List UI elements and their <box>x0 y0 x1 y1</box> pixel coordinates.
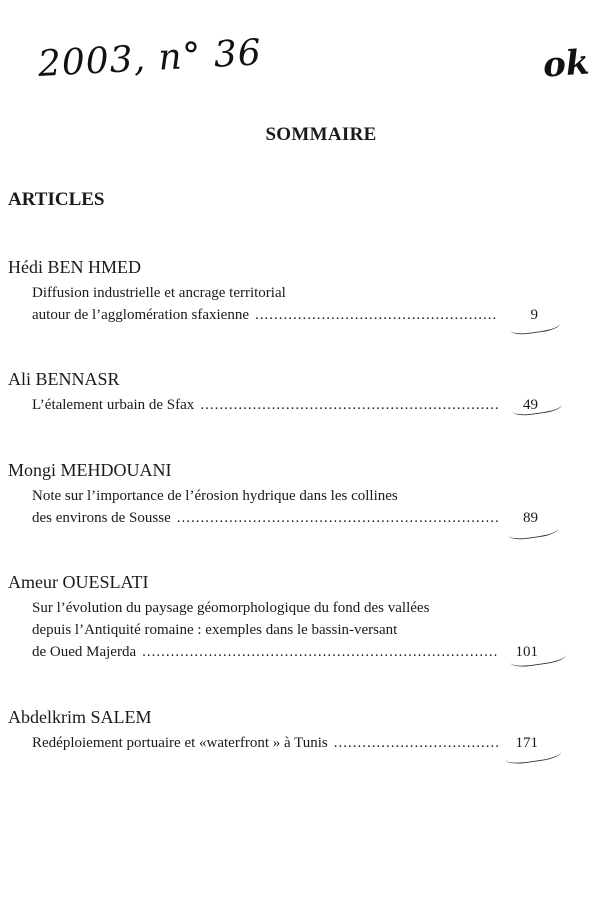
entry-title-line <box>32 485 538 507</box>
entry-title-line <box>32 507 538 529</box>
toc-entry <box>8 257 538 326</box>
entry-title-text: L’étalement urbain de Sfax <box>32 397 195 413</box>
dot-leader <box>200 394 498 416</box>
dot-leader <box>142 641 498 663</box>
entry-page-number: 101 <box>515 644 538 660</box>
entry-title-line <box>32 394 538 416</box>
entry-author: Ameur OUESLATI <box>8 572 149 592</box>
entry-title-text: Sur l’évolution du paysage géomorphologique du fond des vallées <box>32 600 430 616</box>
entry-page-number: 9 <box>530 307 538 323</box>
toc-entry <box>8 572 538 663</box>
entry-author: Ali BENNASR <box>8 369 120 389</box>
entry-title-text: Diffusion industrielle et ancrage territorial <box>32 285 286 301</box>
entry-title-line <box>32 732 538 754</box>
entry-title-line <box>32 597 538 619</box>
entry-title-text: depuis l’Antiquité romaine : exemples dans le bassin-versant <box>32 622 398 638</box>
entry-page-number: 171 <box>515 735 538 751</box>
toc-entry <box>8 460 538 529</box>
entry-title-text: autour de l’agglomération sfaxienne <box>32 307 250 323</box>
entry-author: Hédi BEN HMED <box>8 257 141 277</box>
entry-title-text: Note sur l’importance de l’érosion hydrique dans les collines <box>32 488 398 504</box>
handwritten-issue-note: 2003, n° 36 <box>36 32 263 85</box>
entry-title-line <box>32 641 538 663</box>
entry-author: Abdelkrim SALEM <box>8 707 152 727</box>
page-title: SOMMAIRE <box>265 124 377 145</box>
entry-title-text: des environs de Sousse <box>32 510 171 526</box>
section-heading: ARTICLES <box>8 189 105 210</box>
entry-page-number: 89 <box>523 510 538 526</box>
dot-leader <box>334 732 498 754</box>
dot-leader <box>177 507 498 529</box>
entry-title-line <box>32 282 538 304</box>
dot-leader <box>255 304 498 326</box>
entry-title-text: Redéploiement portuaire et «waterfront » à Tunis <box>32 735 328 751</box>
entry-author: Mongi MEHDOUANI <box>8 460 172 480</box>
toc-entry <box>8 369 538 416</box>
handwritten-ok-mark: ok <box>541 42 591 86</box>
entry-title-line <box>32 304 538 326</box>
toc-entry <box>8 707 538 754</box>
entry-title-line <box>32 619 538 641</box>
entry-page-number: 49 <box>523 397 538 413</box>
entry-title-text: de Oued Majerda <box>32 644 137 660</box>
